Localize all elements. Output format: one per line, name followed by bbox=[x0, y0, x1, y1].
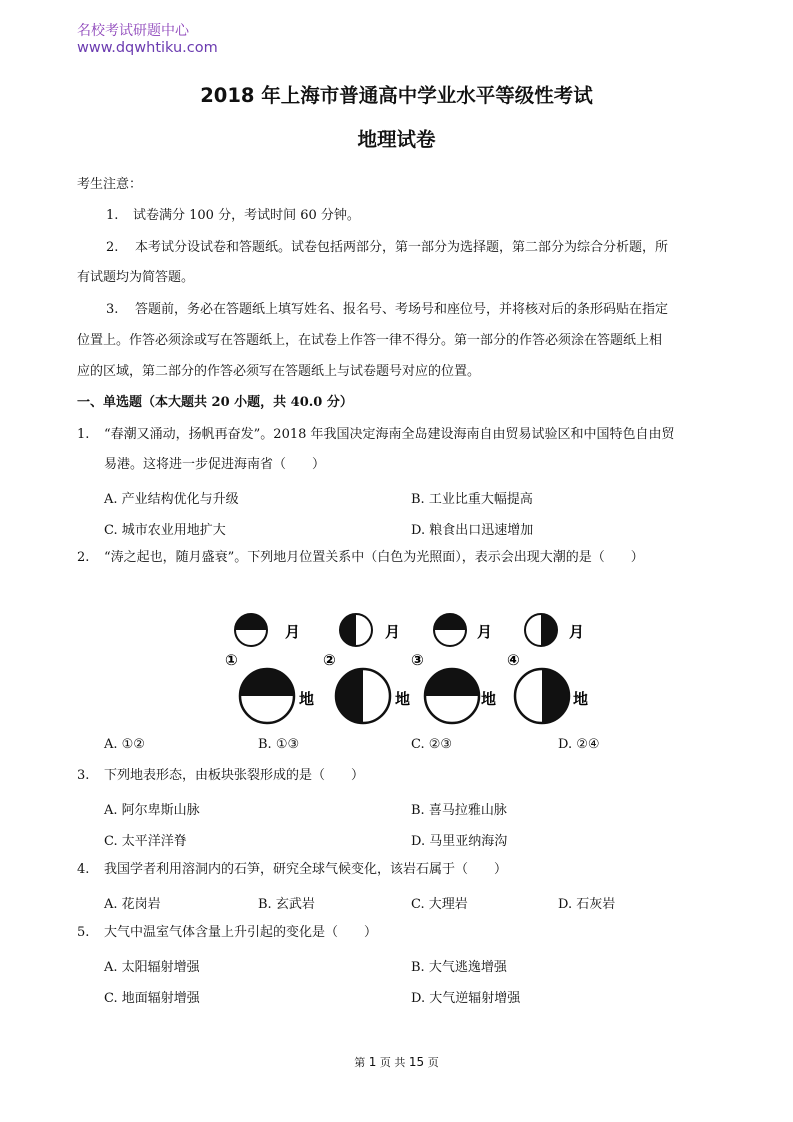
diagram-panel-4 bbox=[507, 614, 588, 723]
earth-moon-diagram bbox=[215, 600, 595, 730]
option-a[interactable]: A. 产业结构优化与升级 bbox=[104, 492, 239, 507]
page-footer bbox=[0, 1054, 793, 1070]
option-a[interactable]: A. ①② bbox=[104, 737, 145, 752]
footer-post: 页 bbox=[427, 1056, 439, 1069]
panel-label: ① bbox=[225, 651, 238, 669]
option-b[interactable]: B. 玄武岩 bbox=[258, 897, 315, 912]
diagram-panel-3 bbox=[411, 614, 496, 723]
earth-disk bbox=[240, 669, 294, 723]
notice-line: 位置上。作答必须涂或写在答题纸上，在试卷上作答一律不得分。第一部分的作答必须涂在答题纸上相 bbox=[77, 333, 663, 348]
panel-label: ④ bbox=[507, 651, 520, 669]
watermark-name: 名校考试研题中心 bbox=[77, 23, 189, 39]
footer-mid: 页 共 bbox=[379, 1056, 406, 1069]
option-d[interactable]: D. 石灰岩 bbox=[558, 897, 616, 912]
question-number: 5. bbox=[77, 925, 90, 940]
panel-label: ③ bbox=[411, 651, 424, 669]
option-d[interactable]: D. ②④ bbox=[558, 737, 600, 752]
notice-line: 本考试分设试卷和答题纸。试卷包括两部分，第一部分为选择题，第二部分为综合分析题，所 bbox=[135, 240, 669, 255]
notice-line: 应的区域，第二部分的作答必须写在答题纸上与试卷题号对应的位置。 bbox=[77, 364, 481, 379]
option-b[interactable]: B. 喜马拉雅山脉 bbox=[411, 803, 507, 818]
question-number: 1. bbox=[77, 427, 90, 442]
earth-disk bbox=[336, 669, 390, 723]
option-b[interactable]: B. ①③ bbox=[258, 737, 300, 752]
moon-disk bbox=[235, 614, 267, 646]
earth-label: 地 bbox=[573, 690, 589, 708]
option-b[interactable]: B. 大气逃逸增强 bbox=[411, 960, 507, 975]
option-c[interactable]: C. 太平洋洋脊 bbox=[104, 834, 187, 849]
page-total: 15 bbox=[408, 1055, 425, 1069]
earth-label: 地 bbox=[481, 690, 497, 708]
question-text: “春潮又涌动，扬帆再奋发”。2018 年我国决定海南全岛建设海南自由贸易试验区和中国特色自由贸 bbox=[104, 427, 675, 442]
option-c[interactable]: C. ②③ bbox=[411, 737, 453, 752]
earth-label: 地 bbox=[299, 690, 315, 708]
question-number: 3. bbox=[77, 768, 90, 783]
notice-line: 答题前，务必在答题纸上填写姓名、报名号、考场号和座位号，并将核对后的条形码贴在指定 bbox=[135, 302, 669, 317]
watermark-url: www.dqwhtiku.com bbox=[77, 40, 218, 56]
notice-num-3: 3. bbox=[106, 302, 119, 317]
diagram-panel-2 bbox=[323, 614, 410, 723]
question-text: “涛之起也，随月盛衰”。下列地月位置关系中（白色为光照面），表示会出现大潮的是（ ） bbox=[104, 550, 644, 565]
earth-disk bbox=[425, 669, 479, 723]
page-number: 1 bbox=[368, 1055, 377, 1069]
exam-title: 2018 年上海市普通高中学业水平等级性考试 bbox=[200, 84, 593, 107]
option-c[interactable]: C. 城市农业用地扩大 bbox=[104, 523, 226, 538]
footer-pre: 第 bbox=[354, 1056, 366, 1069]
option-a[interactable]: A. 太阳辐射增强 bbox=[104, 960, 200, 975]
moon-label: 月 bbox=[285, 623, 301, 641]
option-d[interactable]: D. 粮食出口迅速增加 bbox=[411, 523, 534, 538]
notice-line: 试卷满分 100 分，考试时间 60 分钟。 bbox=[133, 208, 360, 223]
moon-disk bbox=[525, 614, 557, 646]
notice-line: 有试题均为简答题。 bbox=[77, 270, 195, 285]
notice-heading: 考生注意： bbox=[77, 177, 143, 192]
question-number: 4. bbox=[77, 862, 90, 877]
option-d[interactable]: D. 马里亚纳海沟 bbox=[411, 834, 508, 849]
option-c[interactable]: C. 地面辐射增强 bbox=[104, 991, 200, 1006]
moon-disk bbox=[434, 614, 466, 646]
question-text: 下列地表形态，由板块张裂形成的是（ ） bbox=[104, 768, 365, 783]
exam-subtitle: 地理试卷 bbox=[357, 128, 436, 151]
option-b[interactable]: B. 工业比重大幅提高 bbox=[411, 492, 533, 507]
option-c[interactable]: C. 大理岩 bbox=[411, 897, 468, 912]
moon-disk bbox=[340, 614, 372, 646]
moon-label: 月 bbox=[569, 623, 585, 641]
earth-disk bbox=[515, 669, 569, 723]
notice-num-1: 1. bbox=[106, 208, 119, 223]
earth-label: 地 bbox=[395, 690, 411, 708]
panel-label: ② bbox=[323, 651, 336, 669]
moon-label: 月 bbox=[477, 623, 493, 641]
option-a[interactable]: A. 阿尔卑斯山脉 bbox=[104, 803, 200, 818]
question-text: 我国学者利用溶洞内的石笋，研究全球气候变化，该岩石属于（ ） bbox=[104, 862, 508, 877]
notice-num-2: 2. bbox=[106, 240, 119, 255]
option-a[interactable]: A. 花岗岩 bbox=[104, 897, 161, 912]
question-number: 2. bbox=[77, 550, 90, 565]
diagram-panel-1 bbox=[225, 614, 314, 723]
question-text: 大气中温室气体含量上升引起的变化是（ ） bbox=[104, 925, 378, 940]
section-heading: 一、单选题（本大题共 20 小题，共 40.0 分） bbox=[77, 395, 353, 410]
question-text: 易港。这将进一步促进海南省（ ） bbox=[104, 457, 326, 472]
option-d[interactable]: D. 大气逆辐射增强 bbox=[411, 991, 521, 1006]
moon-label: 月 bbox=[385, 623, 401, 641]
